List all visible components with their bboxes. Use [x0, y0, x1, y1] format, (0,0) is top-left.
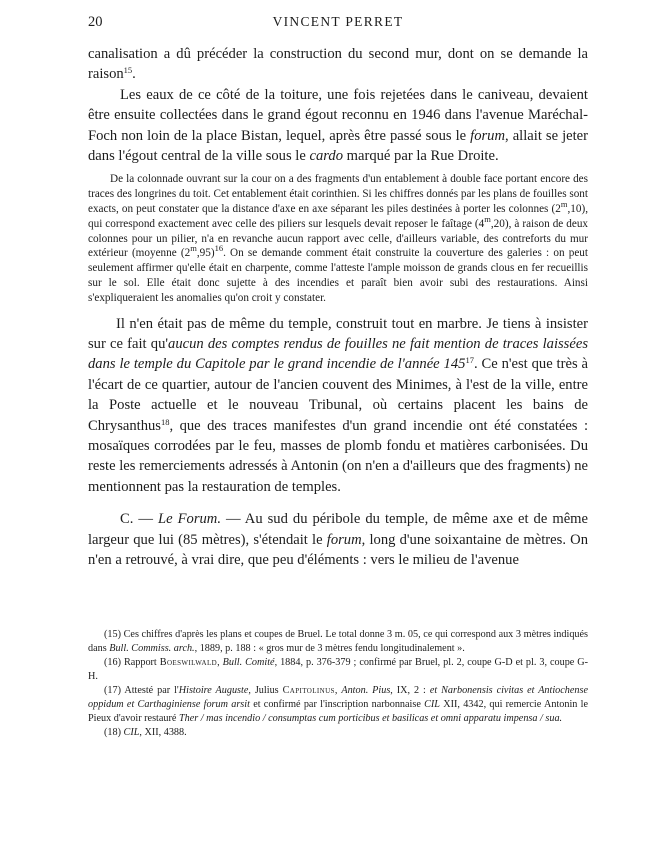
- text-run: . On se demande comment était construite la couverture des galeries : on peut seulement affirmer qu'elle était en charpente, comme l'atteste l'ample moisson de grands clous en fer recueillis sur le sol. Elle était donc sujette à des incendies et paraît bien avoir subi des restaurations. Ainsi s'expliqueraient les anomalies qu'on croit y constater.: [88, 247, 588, 304]
- text-run: De la colonnade ouvrant sur la cour on a des fragments d'un entablement à double face portant encore des traces des longrines du toit. Cet entablement était corinthien. Si les chiffres donnés par les plans de fouilles sont exacts, on peut constater que la distance d'axe en axe séparant les piles destinées à porter les colonnes (2: [88, 173, 589, 216]
- italic-term: Bull. Comité: [222, 657, 275, 668]
- text-run: , que des traces manifestes d'un grand incendie ont été constatées : mosaïques corrodées par le feu, masses de plomb fondu et matières carbonisées. Du reste les remerciements adressés à Antonin (on n'en a d'ailleurs que des fragments) ne mentionnent pas la restauration de temples.: [88, 417, 588, 495]
- text-run: ,10), qui correspond exactement avec celle des piliers sur lesquels devait reposer le faîtage (4: [88, 203, 588, 230]
- small-print-paragraph: [88, 172, 588, 305]
- footnotes: [88, 628, 588, 740]
- italic-term: Bull. Commiss. arch.: [109, 643, 195, 654]
- text-run: , long d'une soixantaine de mètres. On n'en a retrouvé, à vrai dire, que peu d'éléments : vers le milieu de l'avenue: [88, 531, 588, 569]
- section-spacer: [88, 497, 588, 509]
- footnote-18: [88, 726, 588, 740]
- text-run: (17) Attesté par l': [104, 685, 179, 696]
- paragraph-3: [88, 314, 588, 498]
- text-run: ,: [217, 657, 223, 668]
- text-run: C. —: [120, 511, 158, 528]
- text-run: ,95): [196, 247, 215, 260]
- page-header: [88, 14, 588, 34]
- italic-quote: Ther / mas incendio / consumptas cum porticibus et basilicas et omni apparatu impensa / sua.: [178, 713, 563, 724]
- italic-term: Histoire Auguste: [178, 685, 249, 696]
- superscript: m: [484, 213, 491, 224]
- page-number: 20: [88, 14, 103, 30]
- text-run: .: [132, 66, 136, 83]
- footnote-15: [88, 628, 588, 656]
- footnote-17: [88, 684, 588, 726]
- footnote-ref-15: 15: [123, 65, 133, 76]
- text-run: . Ce n'est que très à l'écart de ce quartier, autour de l'ancien couvent des Minimes, à l'est de la ville, entre la Poste actuelle et le nouveau Tribunal, où certains placent les bains de Chrysanthus: [88, 356, 588, 434]
- italic-quote: et Narbonensis civitas et Antiochense oppidum et Carthaginiense forum arsit: [88, 685, 588, 710]
- italic-term: Anton. Pius: [341, 685, 391, 696]
- section-title: Le Forum.: [158, 511, 221, 528]
- text-run: , XII, 4388.: [139, 727, 187, 738]
- running-head: VINCENT PERRET: [272, 14, 404, 29]
- paragraph-4-section-c: [88, 509, 588, 570]
- footnote-16: [88, 656, 588, 684]
- text-run: ,: [334, 685, 342, 696]
- text-run: ,20), à raison de deux colonnes pour un pilier, n'a en revanche aucun rapport avec celle, d'ailleurs variable, des contreforts du mur extérieur (moyenne (2: [88, 217, 589, 260]
- body-text: [88, 44, 588, 570]
- text-run: marqué par la Rue Droite.: [343, 148, 499, 165]
- superscript: m: [190, 243, 197, 254]
- text-run: Il n'en était pas de même du temple, construit tout en marbre. Je tiens à insister sur ce fait qu': [88, 315, 588, 353]
- text-run: canalisation a dû précéder la construction du second mur, dont on se demande la raison: [88, 46, 588, 83]
- italic-term: CIL: [123, 727, 140, 738]
- italic-passage: aucun des comptes rendus de fouilles ne fait mention de traces laissées dans le temple du Capitole par le grand incendie de l'année 145: [88, 336, 588, 373]
- text-run: (18): [104, 727, 124, 738]
- superscript: m: [560, 199, 568, 210]
- text-run: et confirmé par l'inscription narbonnaise: [249, 699, 425, 710]
- footnote-ref-17: 17: [465, 355, 474, 366]
- text-run: , IX, 2 :: [390, 685, 430, 696]
- paragraph-2: [88, 85, 588, 167]
- footnote-ref-18: 18: [160, 416, 170, 427]
- author-name: Boeswilwald: [159, 657, 218, 668]
- text-run: , 1884, p. 376-379 ; confirmé par Bruel, pl. 2, coupe G-D et pl. 3, coupe G-H.: [88, 657, 589, 682]
- paragraph-1: [88, 44, 588, 85]
- italic-term: forum: [326, 531, 362, 548]
- italic-term: CIL: [424, 699, 440, 710]
- text-run: , allait se jeter dans l'égout central de la ville sous le: [88, 127, 588, 165]
- author-name: Capitolinus: [282, 685, 335, 696]
- italic-term: forum: [470, 127, 506, 144]
- text-run: — Au sud du péribole du temple, de même axe et de même largeur que lui (85 mètres), s'étendait le: [88, 511, 588, 548]
- footnote-ref-16: 16: [214, 243, 224, 254]
- text-run: XII, 4342, qui remercie Antonin le Pieux d'avoir restauré: [88, 699, 588, 724]
- italic-term: cardo: [309, 148, 343, 165]
- text-run: (16) Rapport: [104, 657, 160, 668]
- text-run: Les eaux de ce côté de la toiture, une fois rejetées dans le caniveau, devaient être ensuite collectées dans le grand égout reconnu en 1946 dans l'avenue Maréchal-Foch non loin de la place Bistan, lequel, après être passé sous le: [88, 86, 588, 144]
- text-run: , Julius: [248, 685, 283, 696]
- text-run: , 1889, p. 188 : « gros mur de 3 mètres fendu longitudinalement ».: [194, 643, 465, 654]
- text-run: (15) Ces chiffres d'après les plans et coupes de Bruel. Le total donne 3 m. 05, ce qui correspond aux 3 mètres indiqués dans: [88, 629, 588, 654]
